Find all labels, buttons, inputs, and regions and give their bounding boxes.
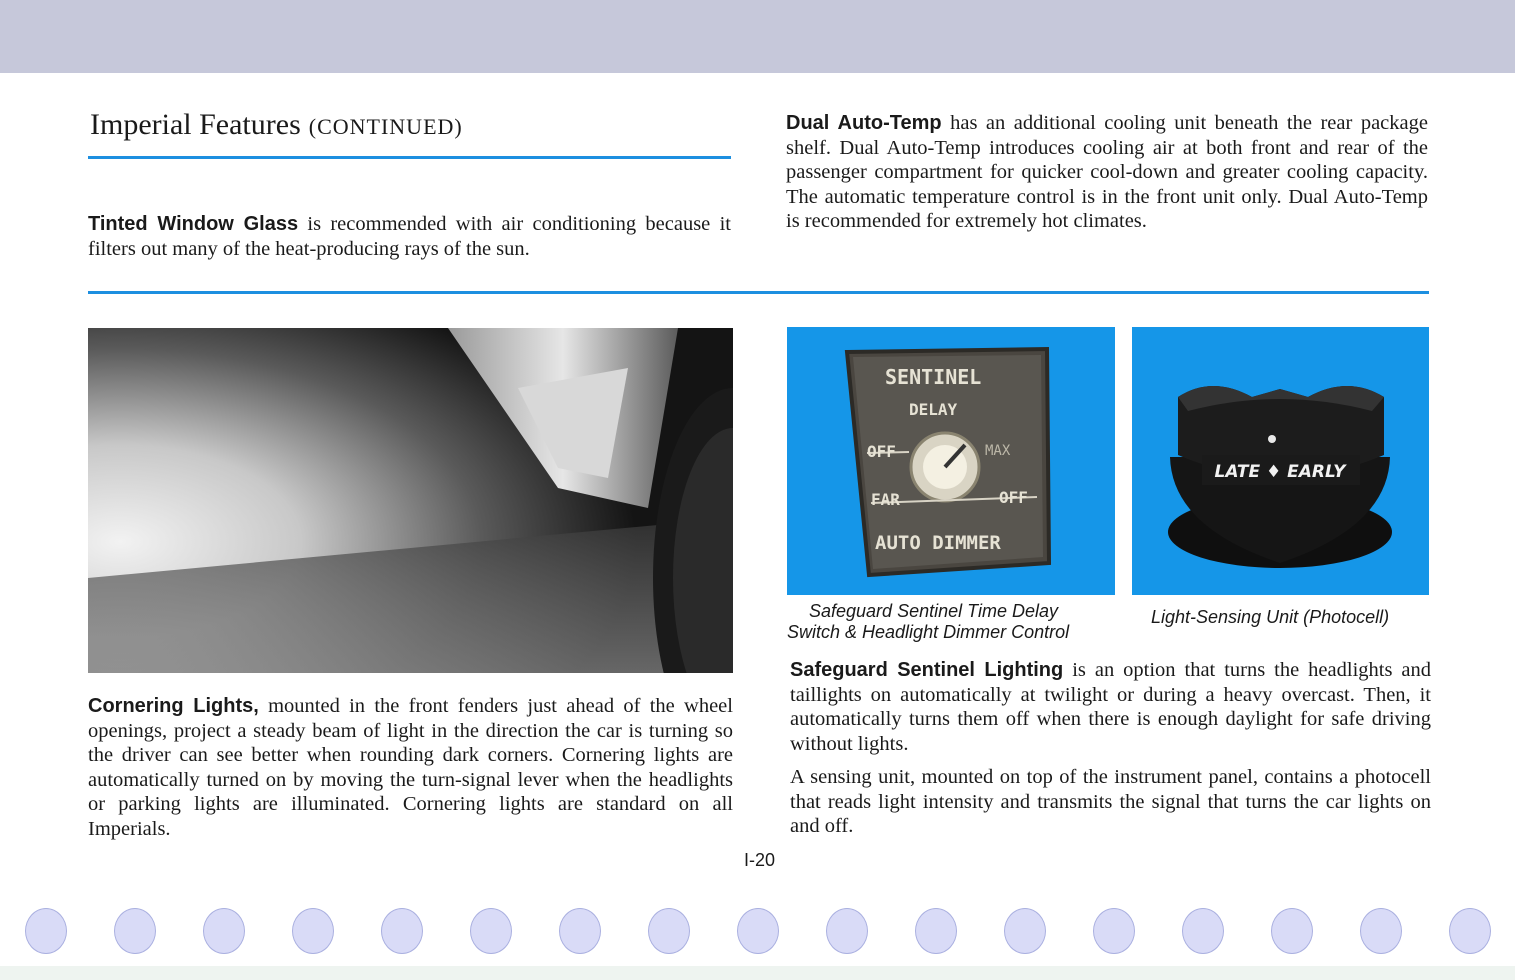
photocell-caption [1151,607,1441,628]
off-left-label: OFF [867,442,896,461]
sentinel-label: SENTINEL [885,365,982,389]
section-rule [88,291,1429,294]
binder-hole [826,908,868,954]
page-title [90,108,463,142]
cornering-lights-text: mounted in the front fenders just ahead of the wheel openings, project a steady beam of light in the direction the car is turning so the driver can see better when rounding dark corners. Cornering lights are automatically turned on by moving the turn-signal lever when the headlights or parking lights are illuminated. Cornering lights are standard on all Imperials. [88,695,733,840]
bottom-strip [0,966,1515,980]
top-band [0,0,1515,73]
cornering-lights-lead: Cornering Lights, [88,695,259,717]
far-label: FAR [871,490,900,509]
auto-dimmer-label: AUTO DIMMER [875,532,1001,554]
page-number: I-20 [744,850,776,870]
binder-hole [1182,908,1224,954]
dual-auto-temp-text: has an additional cooling unit beneath the rear package shelf. Dual Auto-Temp introduces cooling air at both front and rear of the passenger compartment for quicker cool-down and greater cooling capacity. The automatic temperature control is in the front unit only. Dual Auto-Temp is recommended for extremely hot climates. [786,112,1428,233]
sensing-unit-paragraph [790,765,1431,839]
binder-hole [737,908,779,954]
binder-hole [1449,908,1491,954]
sentinel-lighting-paragraph [790,658,1431,756]
binder-hole [114,908,156,954]
binder-hole [559,908,601,954]
binder-hole [1360,908,1402,954]
binder-holes [0,908,1515,956]
binder-hole [1093,908,1135,954]
sensing-unit-text: A sensing unit, mounted on top of the instrument panel, contains a photocell that reads light intensity and transmits the signal that turns the car lights on and off. [790,766,1431,838]
photocell-illustration [1132,327,1429,595]
photocell-caption-text: Light-Sensing Unit (Photocell) [1151,607,1390,627]
title-suffix: (CONTINUED) [308,114,463,139]
sentinel-switch-photo [787,327,1115,595]
binder-hole [1271,908,1313,954]
binder-hole [381,908,423,954]
binder-hole [915,908,957,954]
binder-hole [25,908,67,954]
tinted-glass-lead: Tinted Window Glass [88,213,299,235]
sentinel-switch-illustration [787,327,1115,595]
title-rule [88,156,731,159]
off-right-label: OFF [999,488,1028,507]
max-label: MAX [985,443,1011,459]
photocell-photo [1132,327,1429,595]
delay-label: DELAY [909,400,958,419]
binder-hole [470,908,512,954]
sentinel-caption-line1: Safeguard Sentinel Time Delay [809,601,1058,621]
tinted-glass-text: is recommended with air conditioning because it filters out many of the heat-producing rays of the sun. [88,213,731,260]
title-text: Imperial Features [90,108,301,141]
cornering-light-illustration [88,328,733,673]
tinted-glass-paragraph [88,212,731,261]
late-early-label: LATE ♦ EARLY [1214,462,1346,482]
binder-hole [648,908,690,954]
sentinel-lighting-lead: Safeguard Sentinel Lighting [790,659,1064,681]
sentinel-caption [787,601,1127,643]
cornering-light-photo [88,328,733,673]
dual-auto-temp-lead: Dual Auto-Temp [786,112,942,134]
cornering-lights-paragraph [88,694,733,842]
dual-auto-temp-paragraph [786,111,1428,234]
binder-hole [292,908,334,954]
binder-hole [203,908,245,954]
sentinel-lighting-text: is an option that turns the headlights and taillights on automatically at twilight or during a heavy overcast. Then, it automatically turns them off when there is enough daylight for safe driving without lights. [790,659,1431,755]
sentinel-caption-line2: Switch & Headlight Dimmer Control [787,622,1070,642]
binder-hole [1004,908,1046,954]
